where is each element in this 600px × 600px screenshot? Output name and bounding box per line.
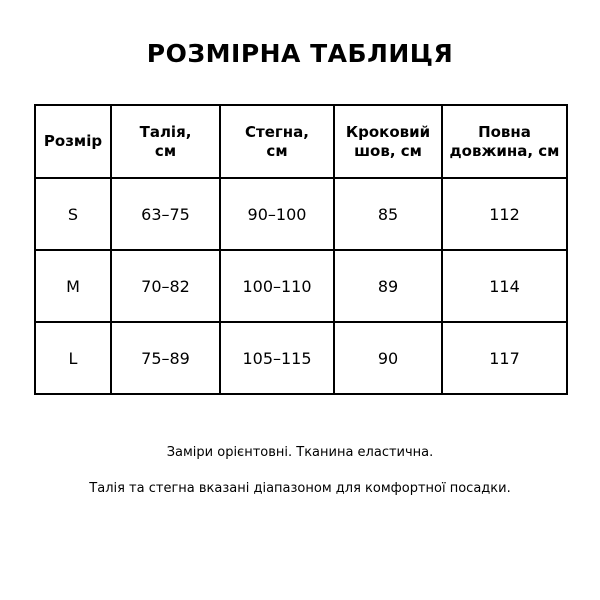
cell-full-length: 114: [442, 250, 567, 322]
header-size: Розмір: [35, 105, 111, 178]
cell-hips: 90–100: [220, 178, 334, 250]
cell-waist: 70–82: [111, 250, 220, 322]
table-row: [35, 250, 567, 322]
cell-full-length: 117: [442, 322, 567, 394]
cell-hips: 100–110: [220, 250, 334, 322]
cell-inseam: 89: [334, 250, 442, 322]
cell-inseam: 85: [334, 178, 442, 250]
header-full-length: Повна довжина, см: [442, 105, 567, 178]
note-ranges: Талія та стегна вказані діапазоном для комфортної посадки.: [89, 481, 511, 496]
cell-hips: 105–115: [220, 322, 334, 394]
cell-inseam: 90: [334, 322, 442, 394]
header-inseam: Кроковий шов, см: [334, 105, 442, 178]
page-title: РОЗМІРНА ТАБЛИЦЯ: [146, 39, 454, 68]
table-header-row: [35, 105, 567, 178]
cell-waist: 75–89: [111, 322, 220, 394]
note-approximate: Заміри орієнтовні. Тканина еластична.: [166, 445, 434, 460]
table-row: [35, 322, 567, 394]
cell-size: L: [35, 322, 111, 394]
cell-size: M: [35, 250, 111, 322]
table-row: [35, 178, 567, 250]
cell-waist: 63–75: [111, 178, 220, 250]
size-chart-table: [34, 104, 568, 395]
header-hips: Стегна, см: [220, 105, 334, 178]
cell-size: S: [35, 178, 111, 250]
cell-full-length: 112: [442, 178, 567, 250]
header-waist: Талія, см: [111, 105, 220, 178]
